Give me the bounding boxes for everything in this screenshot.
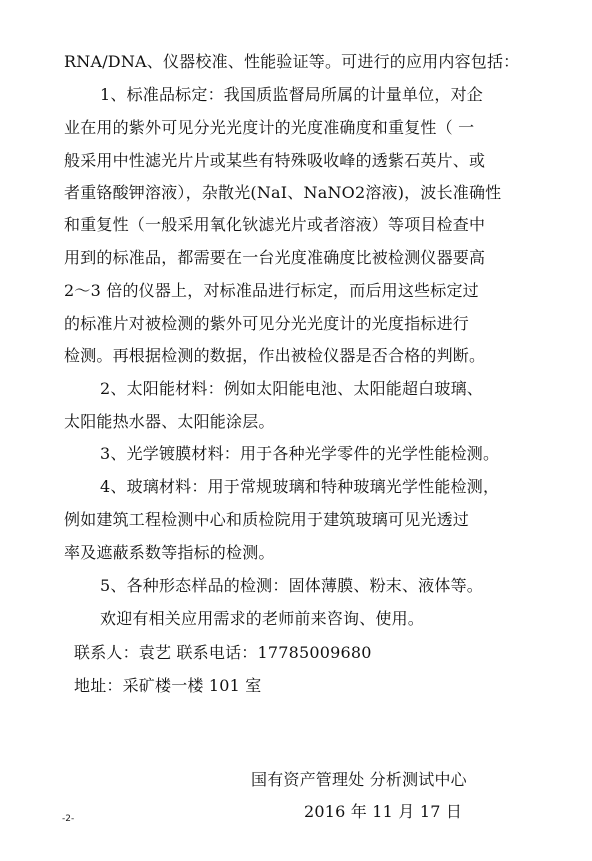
body-line-5: 者重铬酸钾溶液），杂散光(NaI、NaNO2溶液)，波长准确性 xyxy=(64,183,502,202)
contact-person: 联系人：袁艺 联系电话：17785009680 xyxy=(74,643,372,662)
body-line-1: RNA/DNA、仪器校准、性能验证等。可进行的应用内容包括： xyxy=(64,52,520,71)
signature-date: 2016 年 11 月 17 日 xyxy=(304,802,463,821)
body-line-6: 和重复性（一般采用氧化钬滤光片或者溶液）等项目检查中 xyxy=(64,215,486,234)
body-line-3: 业在用的紫外可见分光光度计的光度准确度和重复性（ 一 xyxy=(64,118,475,137)
body-line-2: 1、标准品标定：我国质监督局所属的计量单位，对企 xyxy=(100,85,483,104)
body-line-18: 欢迎有相关应用需求的老师前来咨询、使用。 xyxy=(100,609,425,628)
body-line-11: 2、太阳能材料：例如太阳能电池、太阳能超白玻璃、 xyxy=(100,379,483,398)
body-line-16: 率及遮蔽系数等指标的检测。 xyxy=(64,543,275,562)
body-line-10: 检测。再根据检测的数据，作出被检仪器是否合格的判断。 xyxy=(64,346,486,365)
body-line-14: 4、玻璃材料：用于常规玻璃和特种玻璃光学性能检测， xyxy=(100,477,500,496)
body-line-13: 3、光学镀膜材料：用于各种光学零件的光学性能检测。 xyxy=(100,444,500,463)
contact-address: 地址：采矿楼一楼 101 室 xyxy=(74,676,262,695)
body-line-7: 用到的标准品，都需要在一台光度准确度比被检测仪器要高 xyxy=(64,248,486,267)
body-line-9: 的标准片对被检测的紫外可见分光光度计的光度指标进行 xyxy=(64,314,470,333)
body-line-12: 太阳能热水器、太阳能涂层。 xyxy=(64,412,275,431)
signature-org: 国有资产管理处 分析测试中心 xyxy=(251,770,467,789)
body-line-17: 5、各种形态样品的检测：固体薄膜、粉末、液体等。 xyxy=(100,576,483,595)
body-line-15: 例如建筑工程检测中心和质检院用于建筑玻璃可见光透过 xyxy=(64,510,470,529)
body-line-8: 2～3 倍的仪器上，对标准品进行标定，而后用这些标定过 xyxy=(64,281,479,300)
body-line-4: 般采用中性滤光片片或某些有特殊吸收峰的透紫石英片、或 xyxy=(64,151,486,170)
page-number: -2- xyxy=(62,814,75,824)
